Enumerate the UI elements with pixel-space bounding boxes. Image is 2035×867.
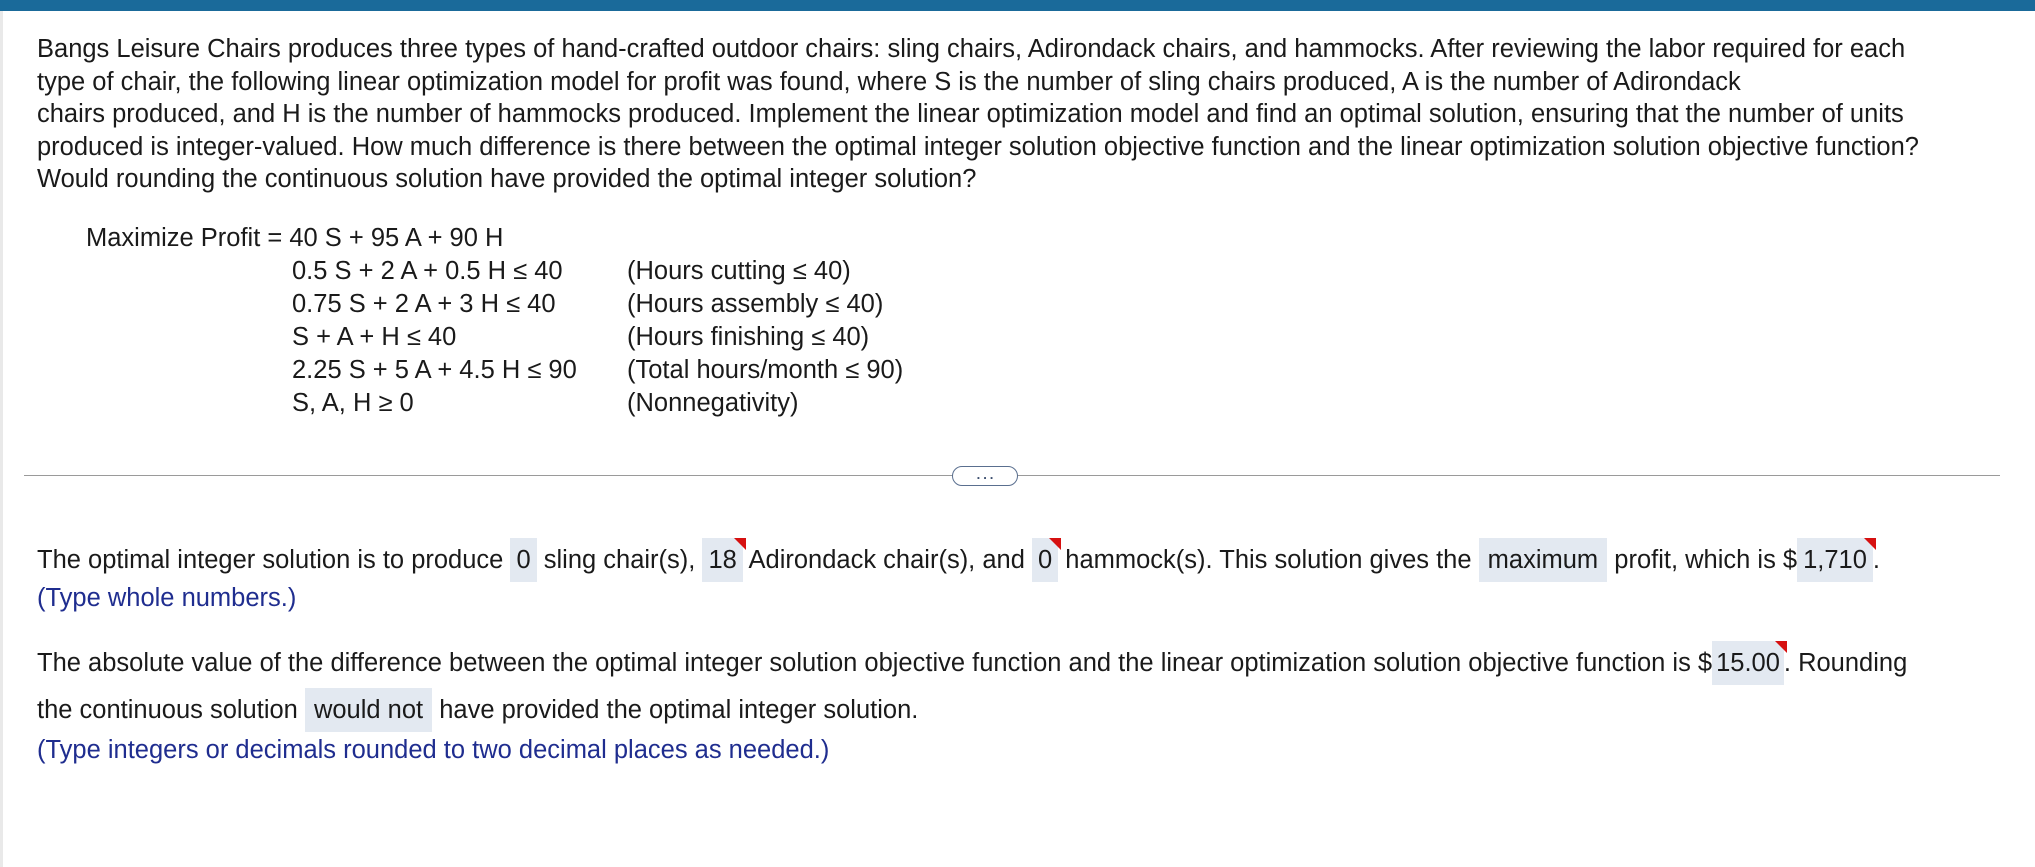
objective-function: Maximize Profit = 40 S + 95 A + 90 H — [86, 224, 504, 252]
constraint-note: (Hours finishing ≤ 40) — [627, 323, 870, 351]
constraint-note: (Total hours/month ≤ 90) — [627, 356, 904, 384]
constraint-expr: S + A + H ≤ 40 — [292, 323, 457, 351]
objective-type-dropdown[interactable]: maximum — [1479, 538, 1608, 582]
answer-text: Adirondack chair(s), and — [748, 546, 1025, 574]
constraint-expr: 0.75 S + 2 A + 3 H ≤ 40 — [292, 290, 556, 318]
more-dots-icon: ... — [976, 466, 997, 482]
constraint-expr: S, A, H ≥ 0 — [292, 389, 414, 417]
adirondack-chairs-answer[interactable]: 18 — [702, 538, 742, 582]
question-text — [37, 33, 1997, 196]
top-bar — [0, 0, 2035, 11]
answer-text: . Rounding — [1783, 649, 1908, 677]
constraint-note: (Hours assembly ≤ 40) — [627, 290, 884, 318]
answer-sentence-3 — [37, 688, 918, 732]
expand-button[interactable] — [952, 466, 1018, 486]
answer-text: the continuous solution — [37, 696, 298, 724]
left-border — [0, 11, 3, 867]
hint-text: (Type integers or decimals rounded to two decimal places as needed.) — [37, 736, 830, 764]
answer-sentence-2 — [37, 641, 1907, 685]
answer-text: hammock(s). This solution gives the — [1065, 546, 1472, 574]
question-line: produced is integer-valued. How much difference is there between the optimal integer solution objective function and the linear optimization solution objective function? — [37, 132, 1919, 161]
answer-sentence-1 — [37, 538, 1880, 582]
answer-text: . — [1872, 546, 1880, 574]
constraint-note: (Nonnegativity) — [627, 389, 799, 417]
profit-answer[interactable]: 1,710 — [1797, 538, 1873, 582]
hint-text: (Type whole numbers.) — [37, 584, 297, 612]
sling-chairs-answer[interactable]: 0 — [510, 538, 536, 582]
answer-text: The absolute value of the difference between the optimal integer solution objective function and the linear optimization solution objective function is $ — [37, 649, 1713, 677]
constraint-expr: 2.25 S + 5 A + 4.5 H ≤ 90 — [292, 356, 577, 384]
answer-text: profit, which is $ — [1614, 546, 1798, 574]
question-line: type of chair, the following linear optimization model for profit was found, where S is the number of sling chairs produced, A is the number of Adirondack — [37, 67, 1741, 96]
answer-text: sling chair(s), — [543, 546, 696, 574]
hammocks-answer[interactable]: 0 — [1032, 538, 1058, 582]
question-line: Bangs Leisure Chairs produces three types of hand-crafted outdoor chairs: sling chairs, Adirondack chairs, and hammocks. After reviewing the labor required for each — [37, 35, 1906, 63]
answer-text: The optimal integer solution is to produce — [37, 546, 504, 574]
rounding-dropdown[interactable]: would not — [305, 688, 432, 732]
question-line: Would rounding the continuous solution have provided the optimal integer solution? — [37, 165, 977, 193]
difference-answer[interactable]: 15.00 — [1712, 641, 1784, 685]
answer-text: have provided the optimal integer solution. — [439, 696, 919, 724]
constraint-note: (Hours cutting ≤ 40) — [627, 257, 851, 285]
question-line: chairs produced, and H is the number of hammocks produced. Implement the linear optimization model and find an optimal solution, ensuring that the number of units — [37, 100, 1904, 128]
constraint-expr: 0.5 S + 2 A + 0.5 H ≤ 40 — [292, 257, 563, 285]
